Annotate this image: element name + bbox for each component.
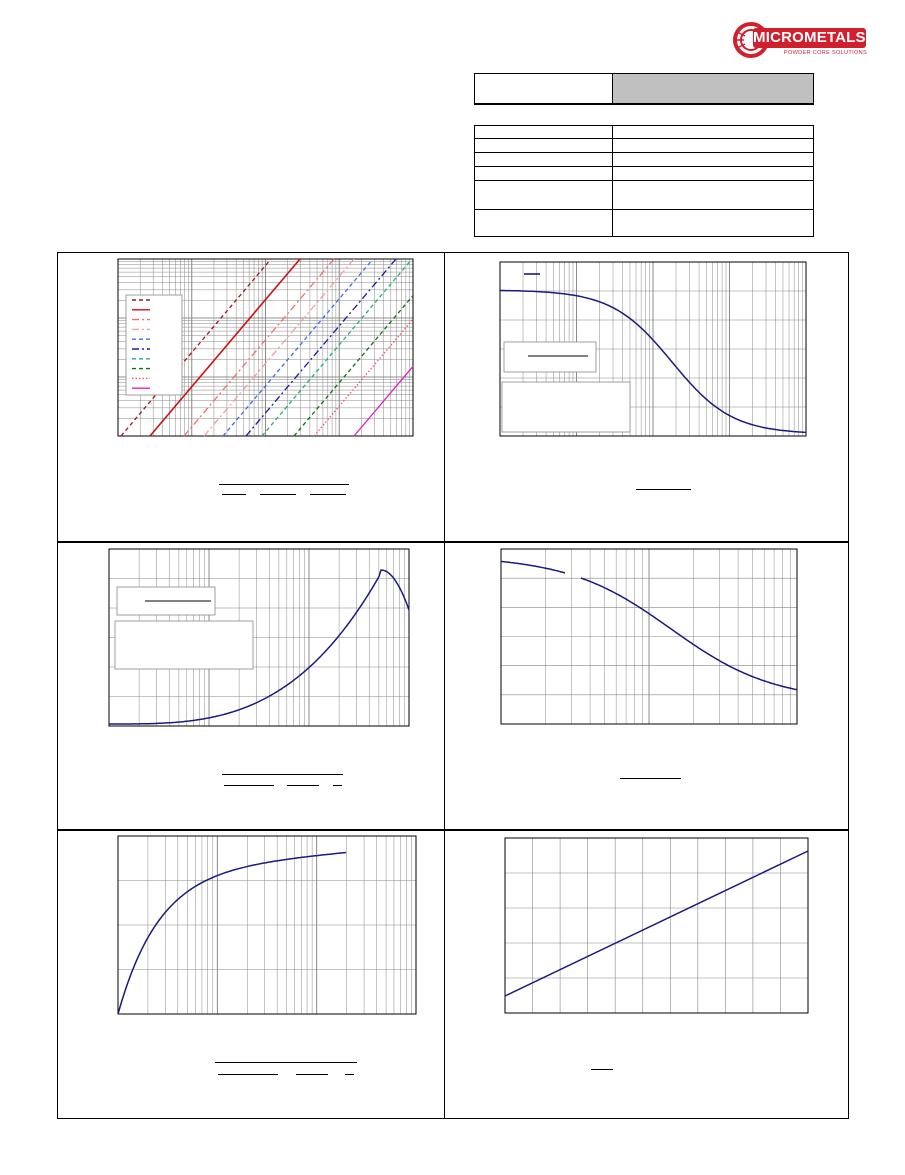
core-loss-series-line	[294, 296, 413, 436]
formula-fraction-bar	[260, 494, 296, 495]
permeability-vs-dc-bias-chart	[500, 262, 806, 436]
formula-fraction-bar	[333, 785, 342, 786]
formula-fraction-bar	[620, 778, 681, 779]
specification-table	[474, 125, 814, 237]
table-row	[475, 153, 814, 167]
brand-tagline: POWDER CORE SOLUTIONS	[783, 50, 867, 56]
formula-fraction-bar	[310, 494, 346, 495]
formula-fraction-bar	[215, 1062, 357, 1063]
formula-fraction-bar	[345, 1074, 354, 1075]
table-row	[475, 167, 814, 181]
constants-box	[502, 382, 630, 432]
formula-fraction-bar	[218, 1074, 278, 1075]
formula-fraction-bar	[287, 785, 319, 786]
formula-fraction-bar	[219, 484, 349, 485]
panel-divider-vertical	[444, 252, 445, 1119]
core-loss-series-line	[204, 259, 354, 436]
permeability-vs-temperature-chart	[505, 838, 808, 1013]
permeability-curve	[501, 561, 565, 573]
core-loss-chart	[118, 259, 413, 436]
formula-fraction-bar	[224, 785, 274, 786]
panel-divider-horizontal	[57, 541, 849, 543]
magnetization-chart	[118, 836, 416, 1014]
table-row	[475, 126, 814, 139]
permeability-curve	[581, 578, 797, 690]
material-header-label-cell	[475, 74, 613, 105]
formula-fraction-bar	[636, 489, 691, 490]
brand-name: MICROMETALS	[753, 29, 866, 46]
material-header-value-cell	[613, 74, 814, 105]
panel-divider-horizontal	[57, 829, 849, 831]
permeability-vs-frequency-chart	[501, 549, 797, 724]
core-loss-series-line	[246, 259, 396, 436]
magnetization-curve	[118, 853, 346, 1015]
table-row	[475, 210, 814, 237]
table-row	[475, 139, 814, 153]
micrometals-logo	[733, 20, 868, 60]
table-row	[475, 181, 814, 210]
formula-fraction-bar	[591, 1069, 613, 1070]
constants-box	[115, 621, 253, 669]
formula-fraction-bar	[222, 774, 343, 775]
formula-box	[504, 342, 596, 372]
core-loss-series-line	[184, 259, 334, 436]
material-header-table	[474, 73, 814, 105]
permeability-vs-ac-flux-chart	[109, 549, 409, 726]
plot-frame	[505, 838, 808, 1013]
core-loss-series-line	[223, 259, 373, 436]
formula-fraction-bar	[222, 494, 246, 495]
formula-fraction-bar	[296, 1074, 328, 1075]
